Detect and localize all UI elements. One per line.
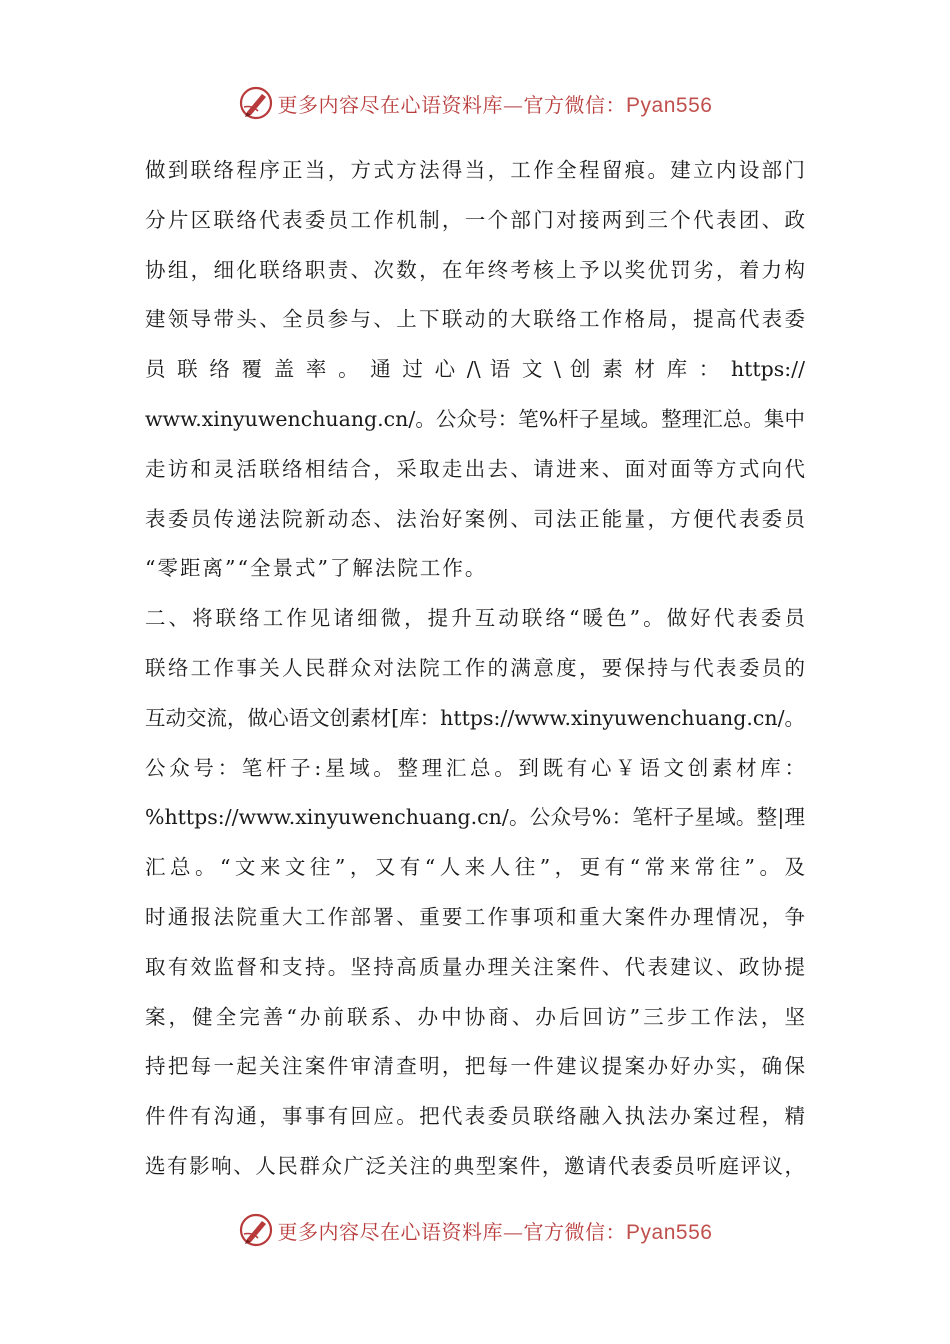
pen-logo-icon <box>238 85 274 121</box>
body-line: www.xinyuwenchuang.cn/。公众号：笔%杆子星域。整理汇总。集中 <box>145 406 805 431</box>
document-body <box>145 146 805 1192</box>
header-banner-text: 更多内容尽在心语资料库—官方微信：Pyan556 <box>277 92 713 117</box>
body-line: 表委员传递法院新动态、法治好案例、司法正能量，方便代表委员 <box>145 506 805 531</box>
body-line: 互动交流，做心语文创素材[库：https://www.xinyuwenchuang.cn/。 <box>145 705 805 730</box>
body-line: 公众号：笔杆子:星域。整理汇总。到既有心￥语文创素材库： <box>145 755 805 780</box>
body-line: %https://www.xinyuwenchuang.cn/。公众号%：笔杆子星域。整|理 <box>145 805 805 830</box>
body-line: 员 联 络 覆 盖 率 。 通 过 心 /\ 语 文 \ 创 素 材 库 ： https:// <box>145 357 805 382</box>
body-line: 做到联络程序正当，方式方法得当，工作全程留痕。建立内设部门 <box>145 158 805 182</box>
body-line: 走访和灵活联络相结合，采取走出去、请进来、面对面等方式向代 <box>145 456 805 481</box>
body-line: 建领导带头、全员参与、上下联动的大联络工作格局，提高代表委 <box>145 307 805 332</box>
body-line: “零距离”“全景式”了解法院工作。 <box>145 556 488 581</box>
header-banner <box>0 83 950 123</box>
body-line: 时通报法院重大工作部署、重要工作事项和重大案件办理情况，争 <box>145 904 805 929</box>
body-line: 案，健全完善“办前联系、办中协商、办后回访”三步工作法，坚 <box>145 1004 805 1029</box>
body-line: 联络工作事关人民群众对法院工作的满意度，要保持与代表委员的 <box>145 655 805 680</box>
pen-logo-icon <box>238 1212 274 1248</box>
body-line: 协组，细化联络职责、次数，在年终考核上予以奖优罚劣，着力构 <box>145 257 805 282</box>
body-line: 汇总。“文来文往”，又有“人来人往”，更有“常来常往”。及 <box>145 855 805 880</box>
body-line: 件件有沟通，事事有回应。把代表委员联络融入执法办案过程，精 <box>145 1104 805 1129</box>
body-line: 选有影响、人民群众广泛关注的典型案件，邀请代表委员听庭评议， <box>145 1153 805 1178</box>
body-line: 持把每一起关注案件审清查明，把每一件建议提案办好办实，确保 <box>145 1054 805 1079</box>
body-line: 分片区联络代表委员工作机制，一个部门对接两到三个代表团、政 <box>145 207 805 232</box>
body-line: 取有效监督和支持。坚持高质量办理关注案件、代表建议、政协提 <box>145 954 805 979</box>
body-line: 二、将联络工作见诸细微，提升互动联络“暖色”。做好代表委员 <box>145 606 805 631</box>
footer-banner-text: 更多内容尽在心语资料库—官方微信：Pyan556 <box>277 1219 713 1244</box>
footer-banner <box>0 1210 950 1250</box>
